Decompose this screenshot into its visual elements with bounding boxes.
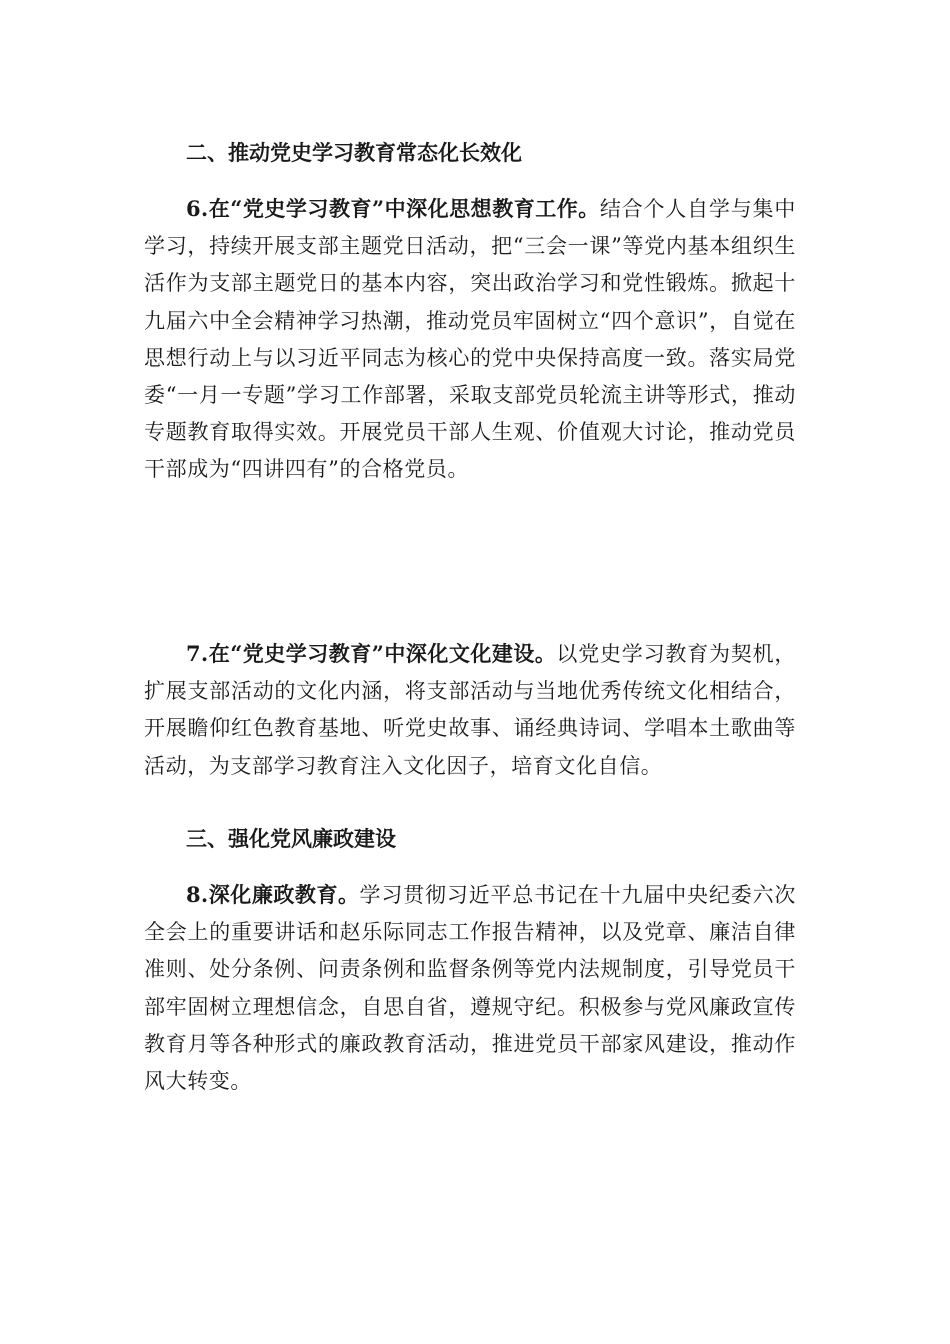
- item-8-body: 学习贯彻习近平总书记在十九届中央纪委六次全会上的重要讲话和赵乐际同志工作报告精神，以及党章、廉洁自律准则、处分条例、问责条例和监督条例等党内法规制度，引导党员干部牢固树立理想信念，自思自省，遵规守纪。积极参与党风廉政宣传教育月等各种形式的廉政教育活动，推进党员干部家风建设，推动作风大转变。: [144, 883, 796, 1094]
- section-2-heading: 二、推动党史学习教育常态化长效化: [186, 140, 522, 165]
- item-7-body: 以党史学习教育为契机，扩展支部活动的文化内涵，将支部活动与当地优秀传统文化相结合，开展瞻仰红色教育基地、听党史故事、诵经典诗词、学唱本土歌曲等活动，为支部学习教育注入文化因子，培育文化自信。: [144, 642, 796, 778]
- item-6-lead: 6.在“党史学习教育”中深化思想教育工作。: [186, 196, 600, 221]
- item-7-paragraph: [144, 635, 796, 785]
- item-8-lead: 8.深化廉政教育。: [186, 882, 360, 907]
- item-6-paragraph: [144, 190, 796, 489]
- item-8-paragraph: [144, 876, 796, 1100]
- item-7-lead: 7.在“党史学习教育”中深化文化建设。: [186, 641, 557, 666]
- item-6-body: 结合个人自学与集中学习，持续开展支部主题党日活动，把“三会一课”等党内基本组织生活作为支部主题党日的基本内容，突出政治学习和党性锻炼。掀起十九届六中全会精神学习热潮，推动党员牢固树立“四个意识”，自觉在思想行动上与以习近平同志为核心的党中央保持高度一致。落实局党委“一月一专题”学习工作部署，采取支部党员轮流主讲等形式，推动专题教育取得实效。开展党员干部人生观、价值观大讨论，推动党员干部成为“四讲四有”的合格党员。: [144, 197, 796, 482]
- section-3-heading: 三、强化党风廉政建设: [186, 826, 396, 851]
